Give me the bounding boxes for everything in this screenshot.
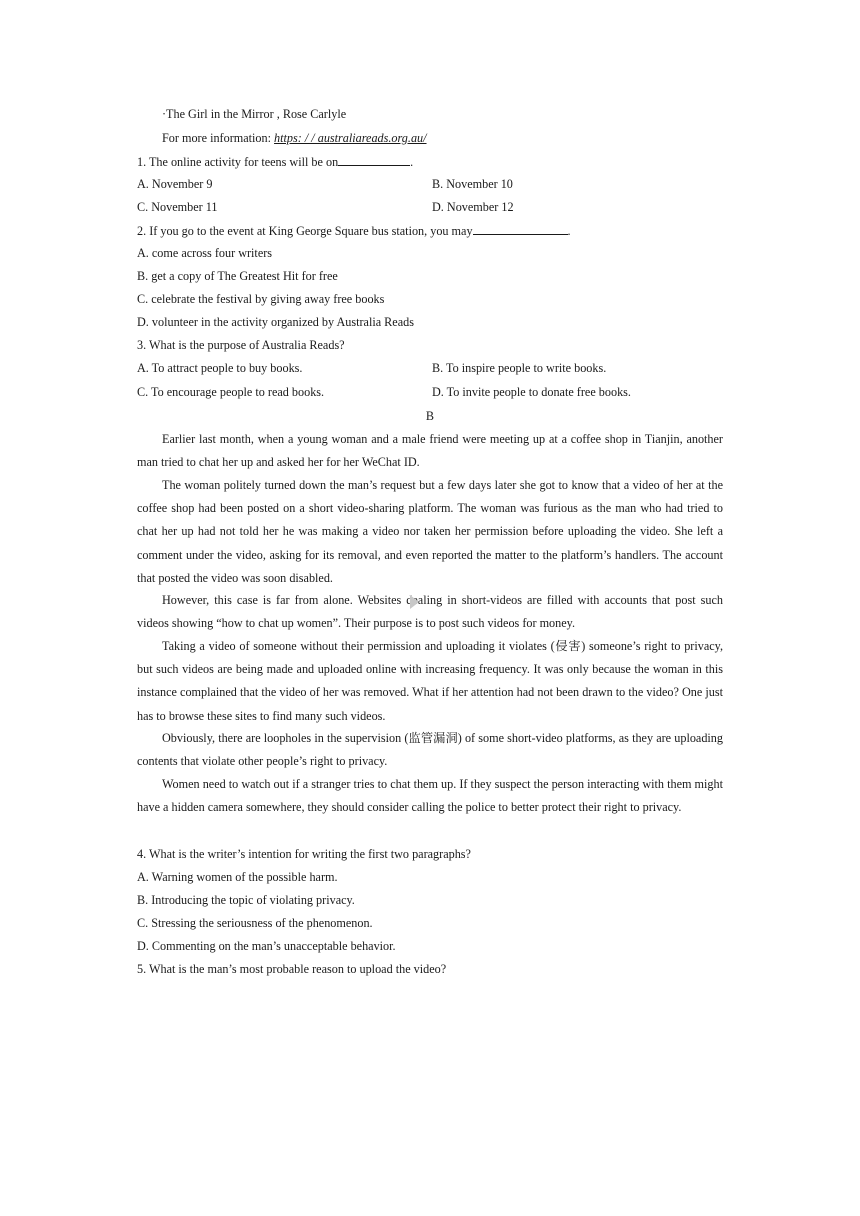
q4-option-b: B. Introducing the topic of violating privacy. xyxy=(137,893,355,907)
q1-option-c: C. November 11 xyxy=(137,200,218,214)
passage-paragraph: Taking a video of someone without their permission and uploading it violates (侵害) someone’s right to privacy, but such videos are being made and uploaded online with increasing frequency. It was only because the woman in this instance complained that the video of her was removed. What if her attention had not been drawn to the video? One just has to browse these sites to find many such videos. xyxy=(137,639,723,723)
q4-option-c: C. Stressing the seriousness of the phenomenon. xyxy=(137,916,373,930)
q3-option-b: B. To inspire people to write books. xyxy=(432,361,607,375)
question-5: 5. What is the man’s most probable reason to upload the video? xyxy=(137,962,447,976)
passage-paragraph: However, this case is far from alone. Websites dealing in short-videos are filled with accounts that post such videos showing “how to chat up women”. Their purpose is to post such videos for money. xyxy=(137,593,723,631)
q3-option-c: C. To encourage people to read books. xyxy=(137,385,325,399)
question-1 xyxy=(137,153,413,170)
more-info-prefix: For more information: xyxy=(162,131,275,145)
q4-option-a: A. Warning women of the possible harm. xyxy=(137,870,338,884)
q4-option-d: D. Commenting on the man’s unacceptable behavior. xyxy=(137,939,396,953)
question-4: 4. What is the writer’s intention for writing the first two paragraphs? xyxy=(137,847,471,861)
q2-option-b: B. get a copy of The Greatest Hit for free xyxy=(137,269,338,283)
passage-paragraph: Obviously, there are loopholes in the supervision (监管漏洞) of some short-video platforms, as they are uploading contents that violate other people’s right to privacy. xyxy=(137,731,723,769)
book-entry: ·The Girl in the Mirror , Rose Carlyle xyxy=(162,107,347,121)
play-marker-icon xyxy=(410,595,419,609)
q1-option-d: D. November 12 xyxy=(432,200,514,214)
q3-option-d: D. To invite people to donate free books. xyxy=(432,385,631,399)
q1-option-a: A. November 9 xyxy=(137,177,213,191)
q1-option-b: B. November 10 xyxy=(432,177,513,191)
passage-paragraph: Women need to watch out if a stranger tries to chat them up. If they suspect the person interacting with them might have a hidden camera somewhere, they should consider calling the police to better protect their right to privacy. xyxy=(137,777,723,815)
answer-blank xyxy=(473,222,568,235)
question-2 xyxy=(137,222,571,239)
more-info-line xyxy=(162,130,427,146)
question-2-end: . xyxy=(567,224,571,238)
passage-paragraph: The woman politely turned down the man’s request but a few days later she got to know that a video of her at the coffee shop had been posted on a short video-sharing platform. The woman was furious as the man who had tried to chat her up had not told her he was making a video nor taken her permission before uploading the video. She left a comment under the video, asking for its removal, and even reported the matter to the platform’s handlers. The account that posted the video was soon disabled. xyxy=(137,478,723,585)
q2-option-a: A. come across four writers xyxy=(137,246,273,260)
q2-option-c: C. celebrate the festival by giving away free books xyxy=(137,292,385,306)
question-3: 3. What is the purpose of Australia Reads? xyxy=(137,338,345,352)
question-1-end: . xyxy=(410,155,414,169)
answer-blank xyxy=(338,153,410,166)
q3-option-a: A. To attract people to buy books. xyxy=(137,361,303,375)
q2-option-d: D. volunteer in the activity organized by Australia Reads xyxy=(137,315,414,329)
passage-paragraph: Earlier last month, when a young woman and a male friend were meeting up at a coffee shop in Tianjin, another man tried to chat her up and asked her for her WeChat ID. xyxy=(137,432,723,470)
australia-reads-link[interactable]: https: / / australiareads.org.au/ xyxy=(274,131,427,145)
question-1-stem: 1. The online activity for teens will be on xyxy=(137,155,339,169)
question-2-stem: 2. If you go to the event at King George Square bus station, you may xyxy=(137,224,473,238)
section-label: B xyxy=(425,409,435,423)
